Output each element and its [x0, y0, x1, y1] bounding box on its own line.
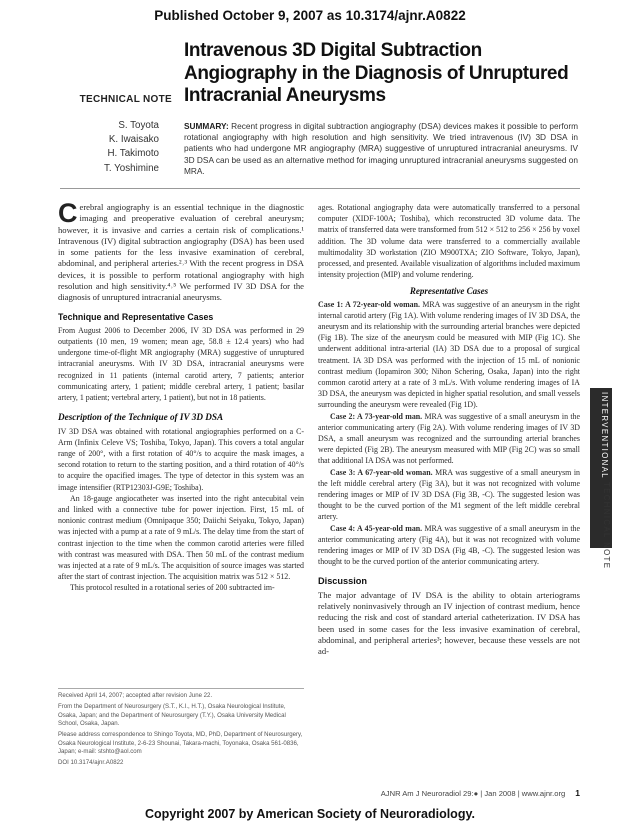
side-tab-label: INTERVENTIONAL	[600, 392, 609, 480]
author-list	[60, 119, 159, 176]
section-heading: Technique and Representative Cases	[58, 311, 214, 322]
affiliation-note: From the Department of Neurosurgery (S.T., K.I., H.T.), Osaka Neurological Institute, Osaka, Japan; and the Department of Neurosurgery (T.Y.), Osaka University Medical School, Osaka, Japan.	[58, 703, 286, 727]
article-title: Intravenous 3D Digital Subtraction Angiography in the Diagnosis of Unruptured Intracranial Aneurysms	[184, 40, 569, 106]
subsection-heading: Description of the Technique of IV 3D DSA	[58, 412, 224, 423]
body-paragraph: From August 2006 to December 2006, IV 3D DSA was performed in 29 outpatients (10 men, 19 women; mean age, 58.8 ± 12.4 years) who had undergone time-of-flight MR angiography (MRA) suggestive of unruptured intracranial aneurysms. With IV 3D DSA, intracranial aneurysms were recognized in 11 patients (internal carotid artery, 7 patients; anterior communicating artery, 1 patient; middle cerebral artery, 1 patient; basilar artery, 1 patient; vertebral artery, 1 patient), but not in 18 patients.	[58, 325, 304, 403]
author: H. Takimoto	[107, 148, 159, 160]
section-label: TECHNICAL NOTE	[79, 94, 172, 105]
copyright: Copyright 2007 by American Society of Neuroradiology.	[145, 807, 475, 821]
author: S. Toyota	[118, 120, 159, 131]
body-paragraph: An 18-gauge angiocatheter was inserted into the right antecubital vein and linked with a connective tube for power injection. First, 15 mL of nonionic contrast medium (Omnipaque 350; Daiichi Seiyaku, Tokyo, Japan) was injected with a pump at a rate of 9 mL/s. The delay time from the start of contrast injection to the time when the common carotid arteries were filled with contrast was measured with DSA. Then 50 mL of the contrast medium was injected at a rate of 9 mL/s. The acquisition of source images was started after the start of contrast injection. The acquisition matrix was 512 × 512.	[58, 493, 304, 582]
doi-note: DOI 10.3174/ajnr.A0822	[58, 759, 124, 766]
intro-paragraph: Cerebral angiography is an essential technique in the diagnostic imaging and preoperative evaluation of cerebral aneurysm; however, it is invasive and carries a certain risk of complications.¹ Intravenous (IV) digital subtraction angiography (DSA) has been used in some patients for the less invasive examination of cerebral, abdominal, and peripheral arteries.²˒³ With the recent progress in DSA devices, it is possible to perform rotational angiography with high resolution and high sensitivity.⁴˒⁵ We performed IV 3D DSA for the diagnosis of unruptured intracranial aneurysms.	[58, 198, 304, 303]
body-paragraph: This protocol resulted in a rotational series of 200 subtracted im-	[70, 583, 275, 593]
summary-label: SUMMARY:	[184, 121, 229, 131]
journal-citation: AJNR Am J Neuroradiol 29:● | Jan 2008 | www.ajnr.org	[380, 789, 566, 798]
published-notice: Published October 9, 2007 as 10.3174/ajnr.A0822	[154, 8, 466, 23]
author: T. Yoshimine	[103, 162, 159, 174]
received-note: Received April 14, 2007; accepted after revision June 22.	[58, 692, 213, 699]
correspondence-note: Please address correspondence to Shingo Toyota, MD, PhD, Department of Neurosurgery, Osaka Neurological Institute, 2-6-23 Shounai, Takara-machi, Toyonaka, Osaka 561-0836, Japan; e-mail: stshto@aol.com	[58, 731, 303, 755]
footnotes	[58, 688, 304, 770]
case-paragraph: Case 4: A 45-year-old man. MRA was suggestive of a small aneurysm in the anterior communicating artery (Fig 4A), but it was not recognized with volume rendering images or MIP of IV 3D DSA (Fig 4B, -C). The suggested lesion was thought to be the curved portion of the anterior communicating artery.	[318, 523, 580, 567]
summary-text: Recent progress in digital subtraction angiography (DSA) devices makes it possible to perform rotational angiography with high resolution and high sensitivity. We tried intravenous (IV) 3D DSA in patients who had undergone MR angiography (MRA) suggestive of unruptured intracranial aneurysms. IV 3D DSA can be used as an alternative method for imaging unruptured intracranial aneurysms suggested on MRA.	[184, 121, 578, 176]
case-paragraph: Case 2: A 73-year-old man. MRA was suggestive of a small aneurysm in the anterior communicating artery (Fig 2A). With volume rendering images of IV 3D DSA, a small aneurysm was recognized and the surrounding arterial branches were depicted (Fig 2B). The aneurysm measured with MIP (Fig 2C) was so small that additional IA DSA was not performed.	[318, 411, 580, 466]
subsection-heading: Representative Cases	[409, 286, 489, 297]
case-paragraph: Case 3: A 67-year-old woman. MRA was suggestive of a small aneurysm in the left middle cerebral artery (Fig 3A), but it was not recognized with volume rendering images or MIP of IV 3D DSA (Fig 3B, -C). The suggested lesion was thought to be the curved portion of the M1 segment of the left middle cerebral artery.	[318, 467, 580, 522]
column-right	[318, 202, 580, 657]
case-paragraph: Case 1: A 72-year-old woman. MRA was suggestive of an aneurysm in the right internal carotid artery (Fig 1A). With volume rendering images of IV 3D DSA, the aneurysm and its relationship with the surrounding arterial branches were depicted (Fig 1B). The size of the aneurysm could be measured with MIP (Fig 1C). She underwent additional intra-arterial (IA) 3D DSA due to a proposal of surgical treatment. IA 3D DSA was performed with the injection of 15 mL of nonionic contrast medium (Iopamiron 300; Nihon Schering, Osaka, Japan) into the right common carotid artery at a rate of 3 mL/s. With volume rendering images of IA 3D DSA, the aneurysm was depicted in higher spatial resolution, and small vessels surrounding the aneurysm were revealed (Fig 1D).	[318, 299, 580, 410]
author: K. Iwaisako	[108, 134, 159, 146]
body-paragraph: IV 3D DSA was obtained with rotational angiographies performed on a C-Arm (Infinix Celeve VS; Toshiba, Tokyo, Japan). This covers a total angular range of 200°, with a first rotation of 40°/s to acquire the mask images, a second rotation to return to the starting position, and a third rotation of 40°/s to acquire the opacified images. The type of detector in this system was an image intensifier (RTP12303J-G9E; Toshiba).	[58, 426, 304, 492]
section-heading: Discussion	[318, 575, 368, 586]
column-left	[58, 198, 304, 594]
drop-cap: C	[58, 198, 78, 228]
side-tab-label: TECHNICAL NOTE	[602, 482, 611, 570]
abstract-summary	[184, 121, 578, 177]
discussion-paragraph: The major advantage of IV DSA is the ability to obtain arteriograms relatively noninvasively through an IV injection of contrast medium, hence reducing the risk and cost of standard arterial catheterization. IV DSA has been used in some cases for the less invasive examination of cerebral, abdominal, and peripheral arteries³; however, because these vessels are not ad-	[318, 589, 580, 657]
page-number: 1	[575, 788, 580, 798]
body-paragraph: ages. Rotational angiography data were automatically transferred to a personal computer (XIDF-100A; Toshiba), which reconstructed 3D volume data. The matrix of transferred data were transformed from 512 × 512 to 256 × 256 by voxel addition. The 3D volume data were transferred to a commercially available multimodality 3D workstation (ZIO M900TXA; ZIO Software, Tokyo, Japan), processed, and presented. Available visualization of algorithms included maximum intensity projection (MIP) and volume rendering.	[318, 203, 580, 280]
divider	[60, 188, 580, 189]
page-footer	[344, 788, 580, 798]
